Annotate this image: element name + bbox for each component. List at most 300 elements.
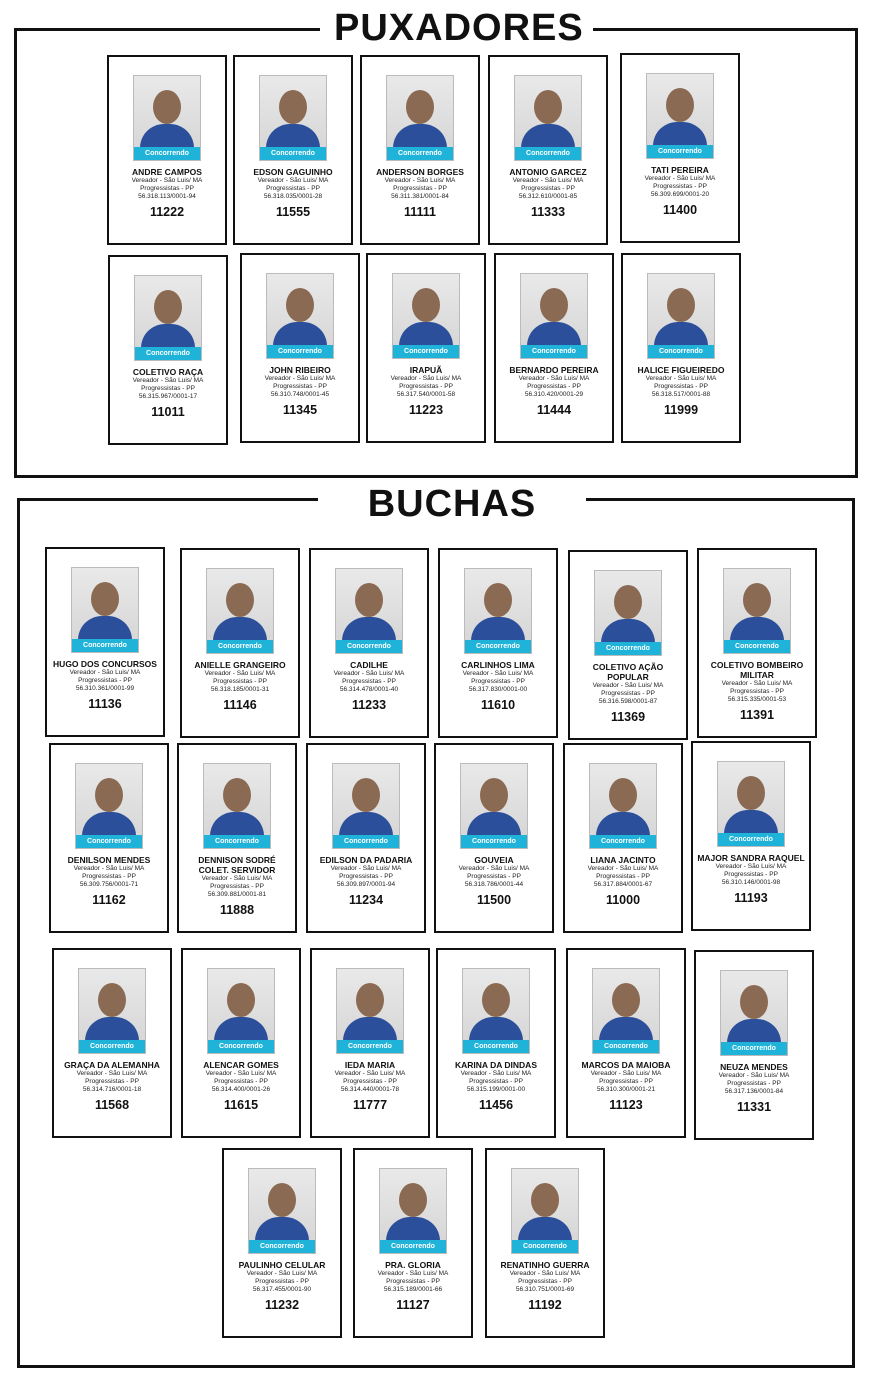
photo-body [596, 812, 650, 836]
status-badge: Concorrendo [721, 1042, 787, 1055]
candidate-role: Vereador - São Luis/ MA [201, 875, 273, 882]
candidate-party: Progressistas - PP [601, 690, 655, 697]
candidate-party: Progressistas - PP [727, 1080, 781, 1087]
photo-body [273, 322, 327, 346]
photo-head [609, 778, 637, 812]
photo-body [471, 617, 525, 641]
candidate-party: Progressistas - PP [214, 1078, 268, 1085]
candidate-photo [520, 273, 588, 359]
candidate-photo [462, 968, 530, 1054]
photo-head [612, 983, 640, 1017]
photo-body [266, 124, 320, 148]
candidate-role: Vereador - São Luis/ MA [715, 863, 787, 870]
candidate-photo [592, 968, 660, 1054]
candidate-party: Progressistas - PP [266, 185, 320, 192]
candidate-card [563, 743, 683, 933]
status-badge: Concorrendo [515, 147, 581, 160]
candidate-name: ANDRE CAMPOS [132, 167, 202, 177]
candidate-role: Vereador - São Luis/ MA [377, 1270, 449, 1277]
candidate-party: Progressistas - PP [85, 1078, 139, 1085]
candidate-cnpj: 56.310.300/0001-21 [596, 1086, 656, 1093]
candidate-role: Vereador - São Luis/ MA [462, 670, 534, 677]
candidate-photo [589, 763, 657, 849]
photo-body [342, 617, 396, 641]
candidate-party: Progressistas - PP [343, 1078, 397, 1085]
candidate-card [366, 253, 486, 443]
candidate-role: Vereador - São Luis/ MA [333, 670, 405, 677]
candidate-name: KARINA DA DINDAS [454, 1060, 537, 1070]
candidate-name: RENATINHO GUERRA [500, 1260, 590, 1270]
candidate-cnpj: 56.314.716/0001-18 [82, 1086, 142, 1093]
candidate-role: Vereador - São Luis/ MA [69, 669, 141, 676]
status-badge: Concorrendo [204, 835, 270, 848]
candidate-party: Progressistas - PP [599, 1078, 653, 1085]
candidate-party: Progressistas - PP [273, 383, 327, 390]
photo-head [666, 88, 694, 122]
photo-body [399, 322, 453, 346]
photo-head [355, 583, 383, 617]
candidate-party: Progressistas - PP [213, 678, 267, 685]
candidate-cnpj: 56.317.455/0001-90 [252, 1286, 312, 1293]
status-badge: Concorrendo [595, 642, 661, 655]
candidate-photo [717, 761, 785, 847]
candidate-photo [723, 568, 791, 654]
candidate-role: Vereador - São Luis/ MA [390, 375, 462, 382]
candidate-cnpj: 56.315.199/0001-00 [466, 1086, 526, 1093]
candidate-number: 11136 [88, 697, 122, 711]
candidate-photo [379, 1168, 447, 1254]
candidate-cnpj: 56.315.189/0001-66 [383, 1286, 443, 1293]
candidate-name: EDSON GAGUINHO [253, 167, 333, 177]
photo-body [727, 1019, 781, 1043]
candidate-name: CARLINHOS LIMA [461, 660, 535, 670]
photo-head [352, 778, 380, 812]
candidate-card [240, 253, 360, 443]
candidate-name: DENILSON MENDES [67, 855, 151, 865]
candidate-number: 11011 [151, 405, 185, 419]
candidate-name: PRA. GLORIA [385, 1260, 441, 1270]
candidate-photo [134, 275, 202, 361]
candidate-number: 11369 [610, 710, 646, 724]
photo-body [601, 619, 655, 643]
status-badge: Concorrendo [337, 1040, 403, 1053]
candidate-photo [75, 763, 143, 849]
candidate-number: 11615 [223, 1098, 259, 1112]
candidate-number: 11192 [528, 1298, 562, 1312]
photo-body [210, 812, 264, 836]
candidate-card [107, 55, 227, 245]
candidate-cnpj: 56.314.400/0001-26 [211, 1086, 271, 1093]
candidate-number: 11331 [736, 1100, 772, 1114]
candidate-photo [207, 968, 275, 1054]
candidate-party: Progressistas - PP [82, 873, 136, 880]
candidate-cnpj: 56.317.884/0001-67 [593, 881, 653, 888]
candidate-photo [392, 273, 460, 359]
candidate-role: Vereador - São Luis/ MA [644, 175, 716, 182]
candidate-card [566, 948, 686, 1138]
candidate-cnpj: 56.318.035/0001-28 [263, 193, 323, 200]
candidate-photo [71, 567, 139, 653]
candidate-party: Progressistas - PP [469, 1078, 523, 1085]
candidate-card [485, 1148, 605, 1338]
candidate-card [694, 950, 814, 1140]
candidate-number: 11777 [352, 1098, 388, 1112]
candidate-name: JOHN RIBEIRO [269, 365, 331, 375]
candidate-name: ANDERSON BORGES [376, 167, 464, 177]
candidate-card [49, 743, 169, 933]
status-badge: Concorrendo [724, 640, 790, 653]
photo-body [724, 810, 778, 834]
candidate-party: Progressistas - PP [141, 385, 195, 392]
status-badge: Concorrendo [380, 1240, 446, 1253]
candidate-photo [332, 763, 400, 849]
status-badge: Concorrendo [76, 835, 142, 848]
photo-body [214, 1017, 268, 1041]
candidate-number: 11888 [219, 903, 255, 917]
candidate-cnpj: 56.318.185/0001-31 [210, 686, 270, 693]
candidate-party: Progressistas - PP [471, 678, 525, 685]
candidate-role: Vereador - São Luis/ MA [76, 1070, 148, 1077]
candidate-party: Progressistas - PP [653, 183, 707, 190]
candidate-card [353, 1148, 473, 1338]
status-badge: Concorrendo [590, 835, 656, 848]
candidate-party: Progressistas - PP [140, 185, 194, 192]
candidate-card [494, 253, 614, 443]
candidate-number: 11234 [348, 893, 384, 907]
photo-head [484, 583, 512, 617]
photo-head [406, 90, 434, 124]
candidate-party: Progressistas - PP [527, 383, 581, 390]
photo-body [654, 322, 708, 346]
candidate-name: COLETIVO RAÇA [132, 367, 204, 377]
candidate-party: Progressistas - PP [730, 688, 784, 695]
photo-body [467, 812, 521, 836]
buchas-title: BUCHAS [318, 484, 586, 524]
candidate-name: IRAPUÃ [409, 365, 443, 375]
photo-head [226, 583, 254, 617]
candidate-number: 11111 [403, 205, 436, 219]
candidate-cnpj: 56.310.751/0001-69 [515, 1286, 575, 1293]
photo-body [78, 616, 132, 640]
status-badge: Concorrendo [249, 1240, 315, 1253]
candidate-number: 11162 [92, 893, 126, 907]
photo-head [482, 983, 510, 1017]
photo-head [743, 583, 771, 617]
candidate-photo [647, 273, 715, 359]
candidate-role: Vereador - São Luis/ MA [518, 375, 590, 382]
candidate-cnpj: 56.309.756/0001-71 [79, 881, 139, 888]
candidate-number: 11222 [149, 205, 185, 219]
photo-head [667, 288, 695, 322]
candidate-party: Progressistas - PP [339, 873, 393, 880]
candidate-party: Progressistas - PP [393, 185, 447, 192]
photo-body [141, 324, 195, 348]
candidate-card [309, 548, 429, 738]
photo-head [740, 985, 768, 1019]
candidate-role: Vereador - São Luis/ MA [590, 1070, 662, 1077]
candidate-party: Progressistas - PP [255, 1278, 309, 1285]
candidate-role: Vereador - São Luis/ MA [204, 670, 276, 677]
candidate-photo [646, 73, 714, 159]
status-badge: Concorrendo [135, 347, 201, 360]
candidate-number: 11444 [536, 403, 572, 417]
candidate-role: Vereador - São Luis/ MA [334, 1070, 406, 1077]
candidate-cnpj: 56.310.420/0001-29 [524, 391, 584, 398]
candidate-card [488, 55, 608, 245]
candidate-photo [259, 75, 327, 161]
candidate-role: Vereador - São Luis/ MA [246, 1270, 318, 1277]
candidate-card [691, 741, 811, 931]
candidate-card [52, 948, 172, 1138]
status-badge: Concorrendo [267, 345, 333, 358]
candidate-name: BERNARDO PEREIRA [509, 365, 599, 375]
photo-body [469, 1017, 523, 1041]
status-badge: Concorrendo [718, 833, 784, 846]
candidate-card [310, 948, 430, 1138]
photo-body [393, 124, 447, 148]
candidate-photo [206, 568, 274, 654]
candidate-number: 11233 [351, 698, 387, 712]
status-badge: Concorrendo [512, 1240, 578, 1253]
photo-head [227, 983, 255, 1017]
candidate-photo [720, 970, 788, 1056]
photo-body [343, 1017, 397, 1041]
candidate-cnpj: 56.318.113/0001-94 [138, 193, 196, 200]
status-badge: Concorrendo [207, 640, 273, 653]
candidate-party: Progressistas - PP [724, 871, 778, 878]
candidate-number: 11568 [94, 1098, 130, 1112]
candidate-cnpj: 56.318.786/0001-44 [464, 881, 524, 888]
candidate-name: TATI PEREIRA [651, 165, 709, 175]
candidate-name: EDILSON DA PADARIA [319, 855, 413, 865]
status-badge: Concorrendo [79, 1040, 145, 1053]
photo-head [95, 778, 123, 812]
candidate-role: Vereador - São Luis/ MA [131, 177, 203, 184]
candidate-number: 11345 [282, 403, 318, 417]
candidate-photo [266, 273, 334, 359]
photo-head [154, 290, 182, 324]
candidate-cnpj: 56.315.335/0001-53 [727, 696, 787, 703]
candidate-name: LIANA JACINTO [590, 855, 656, 865]
candidate-name: COLETIVO AÇÃO POPULAR [592, 662, 664, 682]
puxadores-title: PUXADORES [320, 8, 593, 48]
candidate-number: 11232 [264, 1298, 300, 1312]
candidate-role: Vereador - São Luis/ MA [460, 1070, 532, 1077]
photo-head [534, 90, 562, 124]
candidate-name: PAULINHO CELULAR [238, 1260, 326, 1270]
candidate-photo [386, 75, 454, 161]
candidate-cnpj: 56.309.897/0001-94 [336, 881, 396, 888]
status-badge: Concorrendo [461, 835, 527, 848]
candidate-cnpj: 56.312.610/0001-85 [518, 193, 578, 200]
photo-body [521, 124, 575, 148]
candidate-number: 11456 [478, 1098, 514, 1112]
candidate-party: Progressistas - PP [518, 1278, 572, 1285]
status-badge: Concorrendo [72, 639, 138, 652]
candidate-photo [78, 968, 146, 1054]
candidate-photo [335, 568, 403, 654]
candidate-role: Vereador - São Luis/ MA [264, 375, 336, 382]
candidate-name: COLETIVO BOMBEIRO MILITAR [710, 660, 804, 680]
photo-head [286, 288, 314, 322]
candidate-cnpj: 56.309.881/0001-81 [207, 891, 267, 898]
photo-body [599, 1017, 653, 1041]
candidate-cnpj: 56.309.699/0001-20 [650, 191, 710, 198]
candidate-cnpj: 56.314.478/0001-40 [339, 686, 399, 693]
candidate-cnpj: 56.317.540/0001-58 [396, 391, 456, 398]
candidate-party: Progressistas - PP [467, 873, 521, 880]
candidate-photo [336, 968, 404, 1054]
candidate-card [438, 548, 558, 738]
candidate-number: 11123 [609, 1098, 643, 1112]
candidate-name: CADILHE [350, 660, 388, 670]
status-badge: Concorrendo [260, 147, 326, 160]
candidate-card [621, 253, 741, 443]
candidate-card [181, 948, 301, 1138]
photo-body [653, 122, 707, 146]
candidate-name: DENNISON SODRÉ COLET. SERVIDOR [198, 855, 276, 875]
candidate-number: 11193 [734, 891, 768, 905]
photo-body [255, 1217, 309, 1241]
candidate-number: 11610 [480, 698, 516, 712]
photo-head [737, 776, 765, 810]
photo-head [91, 582, 119, 616]
status-badge: Concorrendo [336, 640, 402, 653]
photo-body [527, 322, 581, 346]
photo-body [140, 124, 194, 148]
candidate-photo [514, 75, 582, 161]
candidate-number: 11999 [663, 403, 699, 417]
candidate-card [180, 548, 300, 738]
photo-body [518, 1217, 572, 1241]
candidate-card [360, 55, 480, 245]
candidate-card [620, 53, 740, 243]
candidate-party: Progressistas - PP [596, 873, 650, 880]
candidate-name: ANIELLE GRANGEIRO [194, 660, 286, 670]
candidate-name: HUGO DOS CONCURSOS [53, 659, 157, 669]
candidate-role: Vereador - São Luis/ MA [257, 177, 329, 184]
candidate-name: NEUZA MENDES [720, 1062, 788, 1072]
candidate-name: MAJOR SANDRA RAQUEL [697, 853, 805, 863]
status-badge: Concorrendo [393, 345, 459, 358]
photo-body [213, 617, 267, 641]
status-badge: Concorrendo [593, 1040, 659, 1053]
candidate-role: Vereador - São Luis/ MA [592, 682, 664, 689]
candidate-number: 11500 [476, 893, 512, 907]
candidate-number: 11223 [408, 403, 444, 417]
candidate-role: Vereador - São Luis/ MA [721, 680, 793, 687]
candidate-name: GRAÇA DA ALEMANHA [64, 1060, 160, 1070]
candidate-name: MARCOS DA MAIOBA [581, 1060, 671, 1070]
candidate-card [434, 743, 554, 933]
photo-body [730, 617, 784, 641]
photo-head [98, 983, 126, 1017]
candidate-cnpj: 56.310.146/0001-98 [721, 879, 781, 886]
candidate-number: 11555 [275, 205, 311, 219]
status-badge: Concorrendo [333, 835, 399, 848]
candidate-role: Vereador - São Luis/ MA [384, 177, 456, 184]
candidate-role: Vereador - São Luis/ MA [330, 865, 402, 872]
candidate-party: Progressistas - PP [210, 883, 264, 890]
candidate-photo [594, 570, 662, 656]
candidate-photo [464, 568, 532, 654]
status-badge: Concorrendo [208, 1040, 274, 1053]
photo-head [614, 585, 642, 619]
candidate-cnpj: 56.317.136/0001-84 [724, 1088, 784, 1095]
candidate-name: IEDA MARIA [344, 1060, 396, 1070]
photo-body [386, 1217, 440, 1241]
candidate-card [568, 550, 688, 740]
candidate-party: Progressistas - PP [399, 383, 453, 390]
candidate-role: Vereador - São Luis/ MA [718, 1072, 790, 1079]
photo-body [339, 812, 393, 836]
candidate-role: Vereador - São Luis/ MA [509, 1270, 581, 1277]
status-badge: Concorrendo [465, 640, 531, 653]
candidate-photo [460, 763, 528, 849]
candidate-photo [203, 763, 271, 849]
candidate-photo [248, 1168, 316, 1254]
status-badge: Concorrendo [521, 345, 587, 358]
candidate-party: Progressistas - PP [654, 383, 708, 390]
candidate-card [108, 255, 228, 445]
candidate-cnpj: 56.310.748/0001-45 [270, 391, 330, 398]
photo-head [480, 778, 508, 812]
photo-body [85, 1017, 139, 1041]
status-badge: Concorrendo [463, 1040, 529, 1053]
candidate-card [45, 547, 165, 737]
candidate-role: Vereador - São Luis/ MA [512, 177, 584, 184]
candidate-cnpj: 56.310.361/0001-99 [75, 685, 135, 692]
photo-head [412, 288, 440, 322]
candidate-name: HALICE FIGUEIREDO [637, 365, 725, 375]
candidate-card [436, 948, 556, 1138]
status-badge: Concorrendo [647, 145, 713, 158]
photo-head [399, 1183, 427, 1217]
candidate-card [222, 1148, 342, 1338]
candidate-role: Vereador - São Luis/ MA [205, 1070, 277, 1077]
candidate-role: Vereador - São Luis/ MA [132, 377, 204, 384]
candidate-card [177, 743, 297, 933]
candidate-photo [511, 1168, 579, 1254]
photo-head [531, 1183, 559, 1217]
candidate-party: Progressistas - PP [78, 677, 132, 684]
candidate-number: 11391 [739, 708, 775, 722]
photo-head [356, 983, 384, 1017]
candidate-role: Vereador - São Luis/ MA [73, 865, 145, 872]
candidate-number: 11333 [530, 205, 566, 219]
candidate-card [233, 55, 353, 245]
candidate-cnpj: 56.317.830/0001-00 [468, 686, 528, 693]
photo-body [82, 812, 136, 836]
candidate-number: 11127 [396, 1298, 430, 1312]
candidate-number: 11146 [223, 698, 257, 712]
candidate-number: 11400 [662, 203, 698, 217]
status-badge: Concorrendo [648, 345, 714, 358]
candidate-role: Vereador - São Luis/ MA [645, 375, 717, 382]
candidate-party: Progressistas - PP [342, 678, 396, 685]
photo-head [153, 90, 181, 124]
candidate-number: 11000 [605, 893, 641, 907]
photo-head [540, 288, 568, 322]
status-badge: Concorrendo [134, 147, 200, 160]
candidate-party: Progressistas - PP [386, 1278, 440, 1285]
candidate-cnpj: 56.314.440/0001-78 [340, 1086, 400, 1093]
candidate-role: Vereador - São Luis/ MA [587, 865, 659, 872]
candidate-cnpj: 56.316.598/0001-87 [598, 698, 658, 705]
candidate-name: ALENCAR GOMES [203, 1060, 279, 1070]
candidate-party: Progressistas - PP [521, 185, 575, 192]
candidate-card [697, 548, 817, 738]
